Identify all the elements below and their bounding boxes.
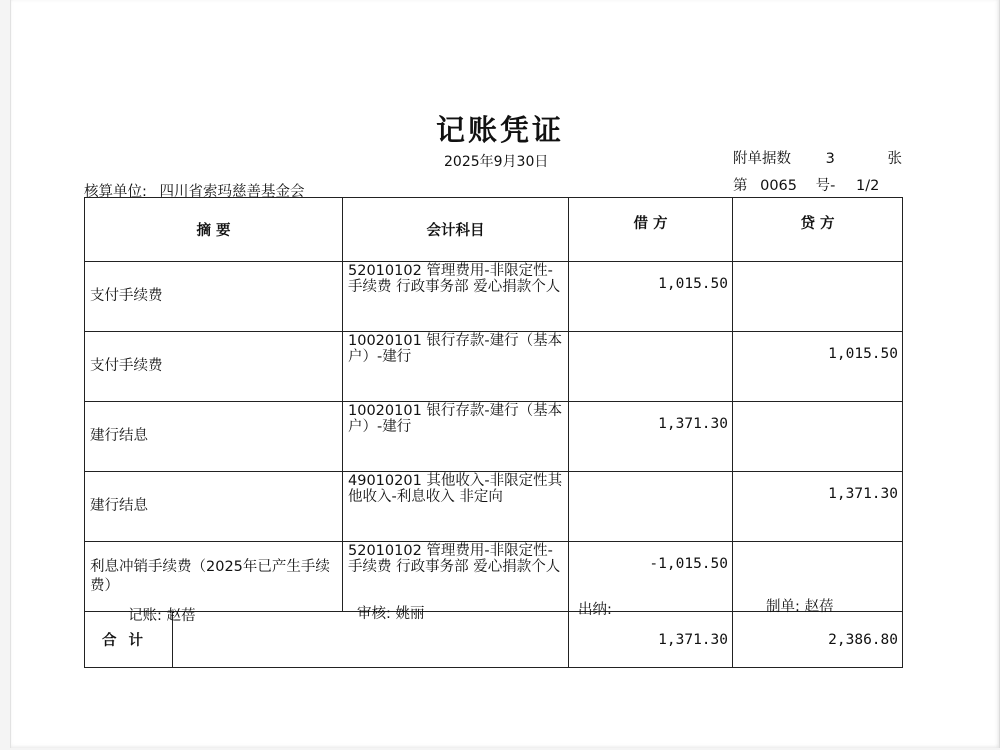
reviewer: 审核: 姚丽 (357, 606, 425, 622)
preparer: 制单: 赵蓓 (766, 599, 834, 615)
row-debit: 1,015.50 (569, 262, 733, 332)
voucher-number-value: 0065 (760, 178, 798, 194)
voucher-date: 2025年9月30日 (444, 154, 549, 170)
voucher-number (733, 174, 879, 195)
row-summary: 支付手续费 (85, 262, 343, 332)
total-credit: 2,386.80 (733, 612, 903, 668)
row-credit (733, 262, 903, 332)
header-debit: 借 方 (569, 198, 733, 262)
attachment-label: 附单据数 (733, 151, 791, 167)
row-account: 52010102 管理费用-非限定性-手续费 行政事务部 爱心捐款个人 (343, 542, 569, 612)
voucher-page: 1/2 (855, 178, 880, 194)
row-account: 52010102 管理费用-非限定性-手续费 行政事务部 爱心捐款个人 (343, 262, 569, 332)
table-row (85, 402, 903, 472)
row-summary: 支付手续费 (85, 332, 343, 402)
voucher-paper (10, 0, 1000, 748)
voucher-number-prefix: 第 (733, 178, 748, 194)
row-credit: 1,371.30 (733, 472, 903, 542)
row-debit (569, 472, 733, 542)
header-account: 会计科目 (343, 198, 569, 262)
bookkeeper: 记账: 赵蓓 (128, 608, 196, 624)
row-account: 49010201 其他收入-非限定性其他收入-利息收入 非定向 (343, 472, 569, 542)
attachment-number: 3 (825, 151, 835, 167)
accounting-unit-label: 核算单位: (84, 184, 147, 200)
table-header-row (85, 198, 903, 262)
cashier: 出纳: (578, 602, 612, 618)
row-account: 10020101 银行存款-建行（基本户）-建行 (343, 332, 569, 402)
attachment-count (733, 147, 902, 168)
row-debit: -1,015.50 (569, 542, 733, 612)
total-row (85, 612, 903, 668)
table-row (85, 262, 903, 332)
header-credit: 贷 方 (733, 198, 903, 262)
row-credit: 1,015.50 (733, 332, 903, 402)
row-credit (733, 402, 903, 472)
accounting-unit-name: 四川省索玛慈善基金会 (159, 184, 305, 200)
total-label: 合计 (85, 612, 173, 668)
attachment-unit: 张 (887, 151, 902, 167)
row-summary: 建行结息 (85, 402, 343, 472)
header-summary: 摘 要 (85, 198, 343, 262)
row-summary: 利息冲销手续费（2025年已产生手续费） (85, 542, 343, 612)
row-debit (569, 332, 733, 402)
table-row (85, 472, 903, 542)
voucher-number-suffix: 号- (815, 178, 836, 194)
total-debit: 1,371.30 (569, 612, 733, 668)
table-row (85, 332, 903, 402)
voucher-title: 记账凭证 (436, 113, 565, 147)
row-account: 10020101 银行存款-建行（基本户）-建行 (343, 402, 569, 472)
row-debit: 1,371.30 (569, 402, 733, 472)
row-summary: 建行结息 (85, 472, 343, 542)
